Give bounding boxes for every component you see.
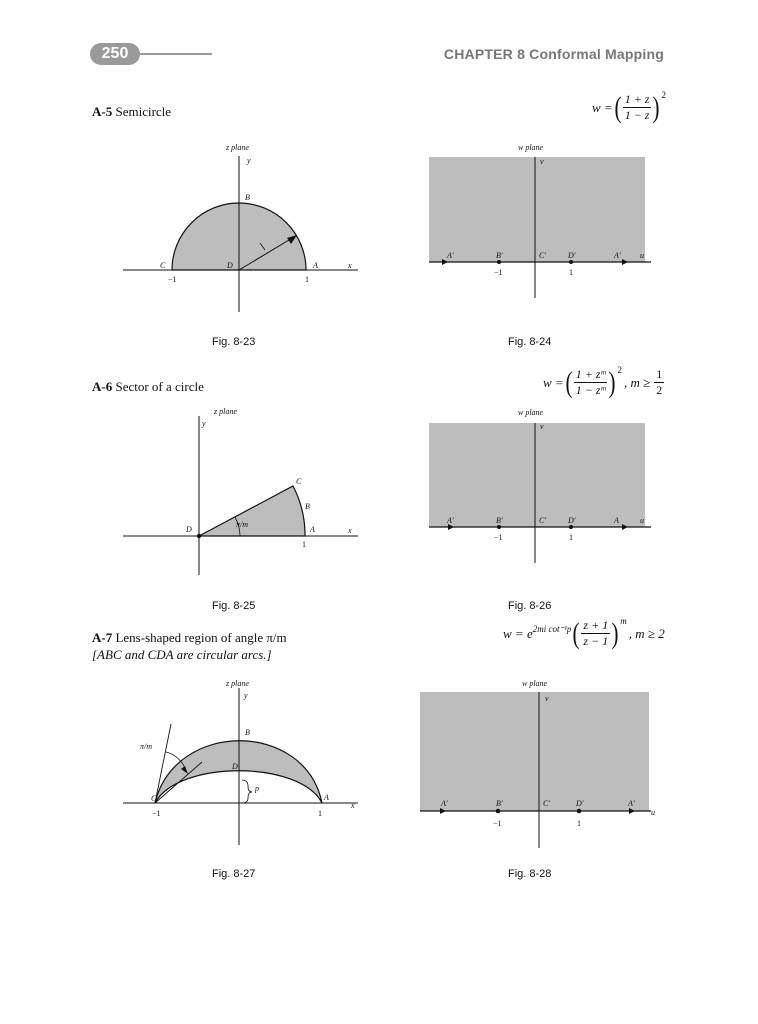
formula-denominator: 1 − z: [624, 108, 650, 122]
z-plane-label: z plane: [226, 679, 249, 688]
point-A: A: [313, 261, 318, 270]
section-name: Semicircle: [115, 104, 172, 119]
label-C: C′: [543, 799, 551, 808]
tick-neg1: −1: [494, 533, 503, 542]
caption-fig-8-26: Fig. 8-26: [508, 600, 552, 612]
point-B: B: [245, 193, 250, 202]
formula-e-exponent: 2mi cot⁻¹p: [532, 624, 572, 634]
point-A: A: [310, 525, 315, 534]
page-number-badge: 250: [90, 43, 140, 65]
angle-label: π/m: [140, 742, 153, 751]
formula-numerator: z + 1: [583, 618, 609, 632]
formula-denominator: 1 − zᵐ: [575, 383, 606, 397]
condition-numerator: 1: [656, 367, 663, 381]
angle-label: π/m: [236, 520, 249, 529]
label-B: B′: [496, 516, 503, 525]
point-D: D: [227, 261, 233, 270]
w-plane-label: w plane: [518, 143, 544, 152]
point-B: B: [305, 502, 310, 511]
formula-lhs: w = e: [503, 625, 533, 641]
left-paren: (: [572, 616, 580, 650]
chapter-heading: CHAPTER 8 Conformal Mapping: [443, 46, 664, 62]
formula-condition: , m ≥: [623, 374, 651, 390]
point-D-prime: [577, 809, 582, 814]
section-name: Sector of a circle: [115, 379, 204, 394]
section-name: Lens-shaped region of angle π/m: [115, 630, 287, 645]
tick-1: 1: [318, 809, 322, 818]
u-label: u: [651, 808, 655, 817]
label-B: B′: [496, 799, 503, 808]
z-plane-label: z plane: [226, 143, 249, 152]
upper-half-plane-region: [420, 692, 649, 811]
right-paren: ): [608, 365, 616, 399]
tick-neg1: −1: [494, 268, 503, 277]
formula-exponent: m: [620, 616, 627, 626]
p-label: p: [255, 784, 259, 793]
y-label: y: [247, 156, 251, 165]
condition-denominator: 2: [656, 383, 663, 397]
tick-1: 1: [302, 540, 306, 549]
section-subtitle: [ABC and CDA are circular arcs.]: [92, 647, 272, 662]
point-D: D: [186, 525, 192, 534]
section-id: A-5: [92, 104, 113, 119]
formula-exponent: 2: [617, 365, 622, 375]
point-B-prime: [496, 809, 501, 814]
point-B: B: [245, 728, 250, 737]
u-label: u: [640, 251, 644, 260]
label-D: D′: [576, 799, 584, 808]
label-A2: A′: [628, 799, 635, 808]
y-label: y: [244, 691, 248, 700]
label-C: C′: [539, 516, 547, 525]
caption-fig-8-27: Fig. 8-27: [212, 868, 256, 880]
label-A2: A: [614, 516, 619, 525]
left-paren: (: [565, 365, 573, 399]
formula-condition: , m ≥ 2: [628, 625, 665, 641]
formula-lhs: w =: [592, 99, 613, 115]
caption-fig-8-28: Fig. 8-28: [508, 868, 552, 880]
formula-denominator: z − 1: [583, 634, 609, 648]
caption-fig-8-24: Fig. 8-24: [508, 336, 552, 348]
z-plane-label: z plane: [214, 407, 237, 416]
tick-1: 1: [305, 275, 309, 284]
tick-1: 1: [569, 533, 573, 542]
formula-numerator: 1 + z: [624, 92, 650, 106]
v-label: v: [540, 422, 544, 431]
label-A1: A′: [447, 516, 454, 525]
v-label: v: [545, 694, 549, 703]
tick-neg1: −1: [152, 809, 161, 818]
point-C: C: [160, 261, 166, 270]
section-id: A-7: [92, 630, 113, 645]
point-C: C: [296, 477, 302, 486]
right-paren: ): [611, 616, 619, 650]
x-label: x: [351, 801, 355, 810]
label-D: D′: [568, 516, 576, 525]
u-label: u: [640, 516, 644, 525]
y-label: y: [202, 419, 206, 428]
point-C: C: [151, 794, 157, 803]
label-C: C′: [539, 251, 547, 260]
formula-numerator: 1 + zᵐ: [575, 367, 606, 381]
section-id: A-6: [92, 379, 113, 394]
tick-neg1: −1: [493, 819, 502, 828]
label-A1: A′: [447, 251, 454, 260]
point-D: D: [232, 762, 238, 771]
label-B: B′: [496, 251, 503, 260]
w-plane-label: w plane: [518, 408, 544, 417]
tick-neg1: −1: [168, 275, 177, 284]
formula-exponent: 2: [661, 90, 666, 100]
caption-fig-8-25: Fig. 8-25: [212, 600, 256, 612]
point-A: A: [324, 793, 329, 802]
label-D: D′: [568, 251, 576, 260]
v-label: v: [540, 157, 544, 166]
caption-fig-8-23: Fig. 8-23: [212, 336, 256, 348]
right-paren: ): [652, 90, 660, 124]
label-A1: A′: [441, 799, 448, 808]
x-label: x: [348, 526, 352, 535]
tick-1: 1: [577, 819, 581, 828]
formula-lhs: w =: [543, 374, 564, 390]
label-A2: A′: [614, 251, 621, 260]
w-plane-label: w plane: [522, 679, 548, 688]
x-label: x: [348, 261, 352, 270]
left-paren: (: [614, 90, 622, 124]
tick-1: 1: [569, 268, 573, 277]
